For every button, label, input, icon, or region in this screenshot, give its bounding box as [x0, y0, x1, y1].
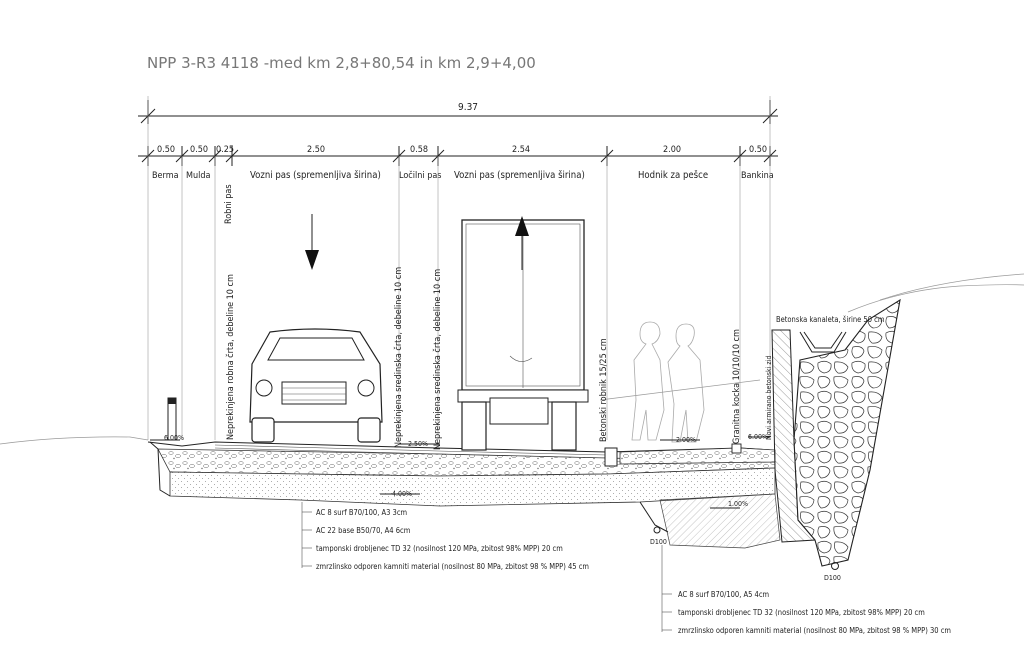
car	[250, 214, 382, 442]
slope-subgrade-right: 1.00%	[728, 500, 749, 508]
segment-width-berma: 0.50	[157, 145, 176, 155]
segment-width-locilni: 0.58	[410, 145, 429, 155]
slope-lane-left: 2.50%	[408, 440, 429, 448]
segment-width-lane-1: 2.50	[307, 145, 326, 155]
segment-label-berma: Berma	[152, 171, 179, 181]
channel-label: Betonska kanaleta, širine 50 cm	[776, 315, 885, 324]
road-layer-4: zmrzlinsko odporen kamniti material (nosilnost 80 MPa, zbitost 98 % MPP) 45 cm	[316, 562, 589, 571]
slope-bankina: 6.00%	[748, 433, 769, 441]
sidewalk-layer-3: zmrzlinsko odporen kamniti material (nosilnost 80 MPa, zbitost 98 % MPP) 30 cm	[678, 626, 951, 635]
segment-width-robni-pas: 0.25	[216, 145, 235, 155]
truck	[458, 216, 588, 450]
segment-label-locilni: Ločilni pas	[399, 171, 442, 181]
segment-label-lane-2: Vozni pas (spremenljiva širina)	[454, 170, 585, 181]
total-dimension	[138, 100, 778, 124]
sidewalk-layer-2: tamponski drobljenec TD 32 (nosilnost 120 MPa, zbitost 98% MPP) 20 cm	[678, 608, 925, 617]
sidewalk-layer-leaders	[662, 545, 672, 632]
slope-berma: 6.00%	[164, 434, 185, 442]
note-wall: Novi armirano betonski zid	[765, 355, 773, 440]
note-center-line-2: Neprekinjena sredinska črta, debeline 10 cm	[433, 268, 443, 450]
note-curb: Betonski robnik 15/25 cm	[599, 338, 609, 442]
segment-label-bankina: Bankina	[741, 171, 774, 181]
segment-label-hodnik: Hodnik za pešce	[638, 170, 709, 181]
drain-left: D100	[650, 538, 667, 546]
road-layer-leaders	[302, 502, 312, 568]
slope-sidewalk: 2.00%	[676, 436, 697, 444]
drawing-title: NPP 3-R3 4118 -med km 2,8+80,54 in km 2,9+4,00	[147, 54, 536, 72]
retaining-wall	[772, 300, 900, 570]
segment-width-bankina: 0.50	[749, 145, 768, 155]
segment-width-lane-2: 2.54	[512, 145, 531, 155]
drain-right: D100	[824, 574, 841, 582]
note-granite: Granitna kocka 10/10/10 cm	[732, 329, 742, 444]
total-width-label: 9.37	[458, 102, 479, 113]
road-layer-3: tamponski drobljenec TD 32 (nosilnost 120 MPa, zbitost 98% MPP) 20 cm	[316, 544, 563, 553]
road-layer-2: AC 22 base B50/70, A4 6cm	[316, 526, 411, 535]
note-center-line-1: Neprekinjena sredinska črta, debeline 10 cm	[394, 266, 404, 448]
slope-subgrade: 4.00%	[392, 490, 413, 498]
sidewalk-layer-1: AC 8 surf B70/100, A5 4cm	[678, 590, 770, 599]
note-edge-line: Neprekinjena robna črta, debeline 10 cm	[226, 274, 236, 440]
segment-width-mulda: 0.50	[190, 145, 209, 155]
segment-width-hodnik: 2.00	[663, 145, 682, 155]
segment-label-lane-1: Vozni pas (spremenljiva širina)	[250, 170, 381, 181]
road-layer-1: AC 8 surf B70/100, A3 3cm	[316, 508, 408, 517]
segment-label-mulda: Mulda	[186, 171, 211, 181]
segment-label-robni-pas: Robni pas	[224, 184, 234, 224]
